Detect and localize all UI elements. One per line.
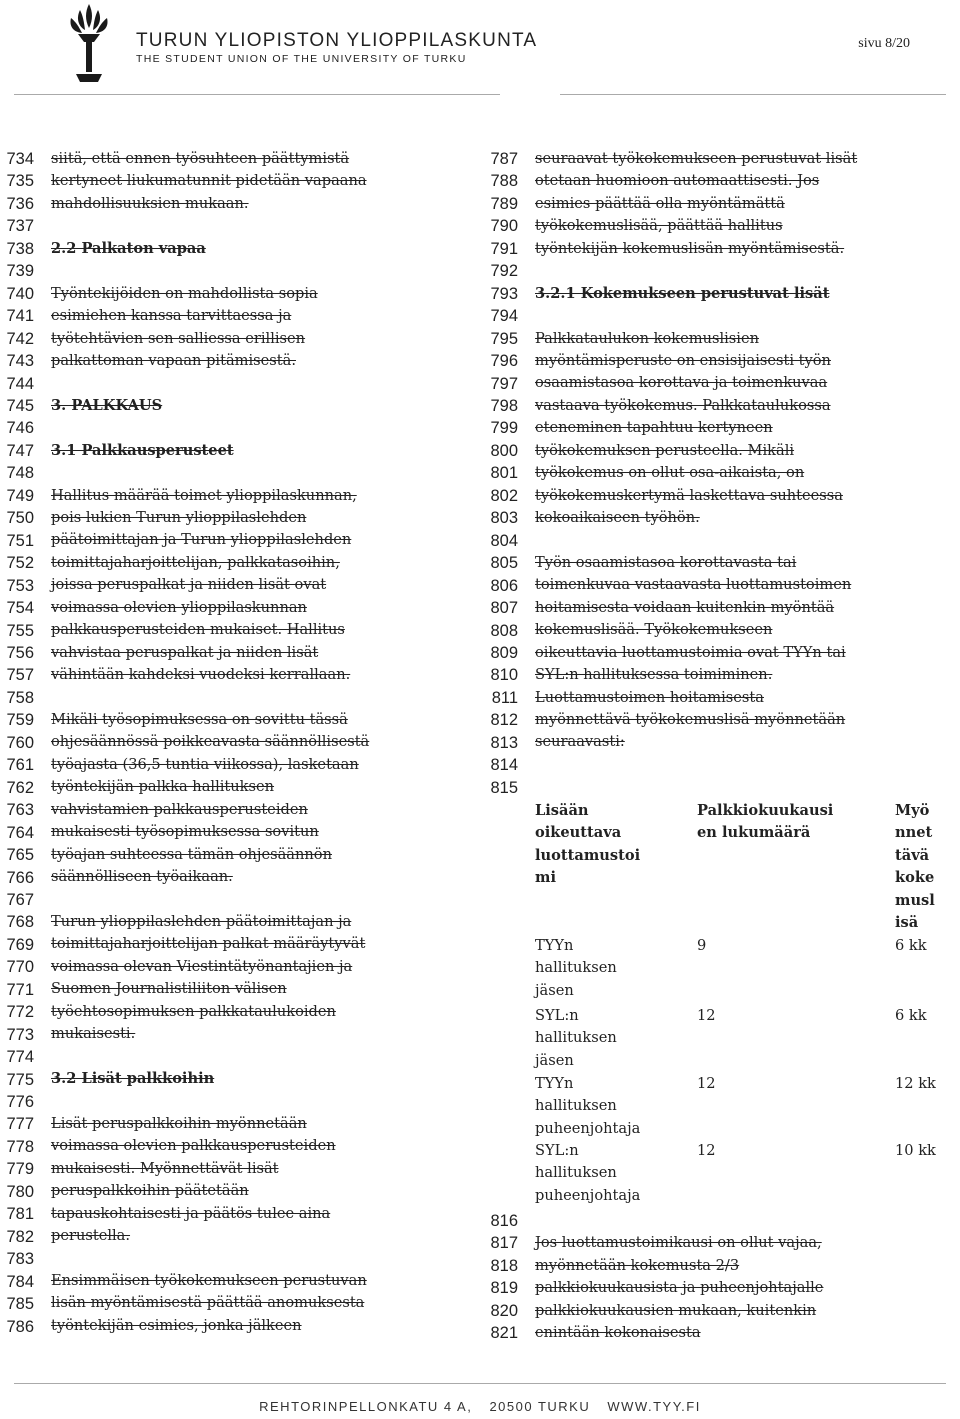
line-number: 787 [490,150,518,168]
line-number: 746 [6,419,34,438]
line-number: 785 [6,1295,34,1314]
text-line: toimittajaharjoittelijan, palkkatasoihin, [51,553,340,571]
text-line [51,462,369,484]
table-cell-months: 12 [697,1142,716,1159]
text-line: työntekijän kokemuslisän myöntämisestä. [535,239,845,257]
text-line: työkokemus on ollut osa-aikaista, on [535,464,805,482]
line-number: 809 [490,643,518,662]
after-table-line-numbers [484,1210,518,1345]
line-number: 790 [490,217,518,236]
text-line: työkokemuskertymä laskettava suhteessa [535,486,843,504]
table-header-line: Lisään [535,802,589,819]
text-line: lisän myöntämisestä päättää anomuksesta [51,1294,365,1312]
line-number: 768 [6,913,34,932]
line-number: 779 [6,1160,34,1179]
text-line [51,687,369,709]
text-line: kokoaikaiseen työhön. [535,509,700,526]
text-line: oikeuttavia luottamustoimia ovat TYYn tai [535,643,846,661]
line-number: 757 [6,666,34,685]
header-divider [14,94,500,95]
line-number: 778 [6,1137,34,1156]
line-number: 784 [6,1272,34,1291]
text-line: esimies päättää olla myöntämättä [535,194,785,212]
line-number: 816 [490,1212,518,1230]
table-cell-role-line: hallituksen [535,1164,617,1182]
text-line: Turun ylioppilaslehden päätoimittajan ja [51,912,352,930]
text-line: työntekijän palkka hallituksen [51,778,275,796]
line-number: 760 [6,733,34,752]
text-line: työkokemuslisää, päättää hallitus [535,217,783,235]
table-cell-role-line: jäsen [535,981,574,999]
line-number: 776 [6,1093,34,1112]
table-cell-role-line: TYYn [535,937,574,954]
line-number: 766 [6,868,34,887]
text-line: vahvistaa peruspalkat ja niiden lisät [51,643,319,661]
line-number: 775 [6,1070,34,1089]
table-header-line: en lukumäärä [697,824,811,842]
text-line: työkokemuksen perusteella. Mikäli [535,441,795,459]
text-line: työntekijän esimies, jonka jälkeen [51,1316,302,1334]
text-line: työajan suhteessa tämän ohjesäännön [51,845,332,863]
table-cell-months: 12 [697,1007,716,1024]
text-line: työehtosopimuksen palkkataulukoiden [51,1002,336,1020]
line-number: 810 [490,666,518,685]
text-line: joissa peruspalkat ja niiden lisät ovat [51,576,327,594]
line-number: 750 [6,509,34,528]
footer-address: REHTORINPELLONKATU 4 A, [259,1399,473,1414]
text-line: osaamistasoa korottava ja toimenkuvaa [535,374,828,392]
line-number: 753 [6,576,34,595]
table-header-line: Palkkiokuukausi [697,802,834,819]
table-header-line: oikeuttava [535,824,622,842]
text-line: perustella. [51,1227,131,1244]
text-line: työajasta (36,5 tuntia viikossa), lasketaan [51,755,359,773]
text-line [51,1046,369,1068]
line-number: 813 [490,733,518,752]
text-line: 2.2 Palkaton vapaa [51,239,206,257]
line-number: 795 [490,329,518,348]
line-number: 773 [6,1025,34,1044]
table-cell-role-line: SYL:n [535,1007,579,1024]
text-line: 3.1 Palkkausperusteet [51,441,234,459]
text-line: mukaisesti työsopimuksessa sovitun [51,823,319,841]
text-line: eteneminen tapahtuu kertyneen [535,419,773,437]
line-number: 752 [6,554,34,573]
line-number: 780 [6,1182,34,1201]
organization-name-en: THE STUDENT UNION OF THE UNIVERSITY OF TURKU [136,53,467,65]
line-number: 743 [6,352,34,371]
line-number: 799 [490,419,518,438]
student-union-logo [54,2,124,86]
text-line: ohjesäännössä poikkeavasta säännöllisestä [51,733,370,751]
text-line: 3. PALKKAUS [51,396,163,414]
line-number: 792 [490,262,518,281]
text-line: Palkkataulukon kokemuslisien [535,329,759,347]
line-number: 777 [6,1115,34,1134]
text-line [535,754,857,776]
left-line-numbers [0,148,34,1338]
line-number: 764 [6,823,34,842]
text-line: pois lukien Turun ylioppilaslehden [51,509,307,526]
text-line: mahdollisuuksien mukaan. [51,194,249,212]
line-number: 759 [6,711,34,730]
table-cell-role-line: jäsen [535,1051,574,1069]
table-cell-role [535,1005,617,1072]
text-line: toimittajaharjoittelijan palkat määräytyvät [51,935,366,953]
table-cell-role [535,1073,640,1140]
after-table-text [535,1210,823,1345]
line-number: 769 [6,935,34,954]
table-cell-role [535,935,617,1002]
text-line: palkkausperusteiden mukaiset. Hallitus [51,621,345,639]
line-number: 741 [6,307,34,326]
line-number: 747 [6,441,34,460]
text-line [535,529,857,551]
text-line: seuraavat työkokemukseen perustuvat lisät [535,150,858,167]
text-line [51,1090,369,1112]
text-line: palkattoman vapaan pitämisestä. [51,351,296,369]
line-number: 745 [6,396,34,415]
text-line [535,1210,823,1232]
table-header-line: musl [895,891,935,909]
organization-name-fi: TURUN YLIOPISTON YLIOPPILASKUNTA [136,30,538,51]
line-number: 817 [490,1234,518,1253]
text-line: voimassa olevien ylioppilaskunnan [51,598,307,616]
table-header-line: mi [535,869,556,887]
line-number: 751 [6,531,34,550]
line-number: 781 [6,1205,34,1224]
line-number: 748 [6,464,34,483]
table-cell-bonus: 6 kk [895,937,927,954]
line-number: 789 [490,194,518,213]
table-cell-role-line: hallituksen [535,959,617,977]
table-header-line: Myö [895,802,930,819]
table-cell-role-line: TYYn [535,1075,574,1092]
line-number: 819 [490,1279,518,1298]
line-number: 796 [490,352,518,371]
line-number: 818 [490,1256,518,1275]
text-line: mukaisesti. Myönnettävät lisät [51,1159,279,1177]
line-number: 767 [6,890,34,909]
line-number: 756 [6,643,34,662]
table-cell-role-line: hallituksen [535,1029,617,1047]
text-line: päätoimittajan ja Turun ylioppilaslehden [51,531,352,549]
line-number: 744 [6,374,34,393]
line-number: 797 [490,374,518,393]
text-line [535,305,857,327]
line-number: 786 [6,1317,34,1336]
line-number: 806 [490,576,518,595]
line-number: 765 [6,846,34,865]
trust-position-table [535,800,955,1212]
table-cell-bonus: 6 kk [895,1007,927,1024]
text-line: palkkiokuukausista ja puheenjohtajalle [535,1279,824,1297]
table-cell-role-line: SYL:n [535,1142,579,1159]
text-line: 3.2.1 Kokemukseen perustuvat lisät [535,284,830,302]
table-cell-role-line: puheenjohtaja [535,1119,641,1137]
page-number: sivu 8/20 [858,36,910,51]
text-line: hoitamisesta voidaan kuitenkin myöntää [535,598,835,616]
text-line: voimassa olevien palkkausperusteiden [51,1137,336,1155]
footer-web: WWW.TYY.FI [607,1399,701,1414]
table-header [895,800,935,935]
text-line: Ensimmäisen työkokemukseen perustuvan [51,1271,367,1289]
text-line: 3.2 Lisät palkkoihin [51,1069,215,1087]
line-number: 802 [490,486,518,505]
text-line: palkkiokuukausien mukaan, kuitenkin [535,1301,817,1319]
table-cell-role-line: hallituksen [535,1097,617,1115]
line-number: 812 [490,711,518,730]
text-line: vastaava työkokemus. Palkkataulukossa [535,396,831,414]
line-number: 788 [490,172,518,191]
line-number: 772 [6,1003,34,1022]
text-line: vähintään kahdeksi vuodeksi kerrallaan. [51,666,351,684]
text-line: mukaisesti. [51,1025,136,1043]
line-number: 736 [6,194,34,213]
line-number: 783 [6,1250,34,1269]
line-number: 805 [490,554,518,573]
table-cell-months: 12 [697,1075,716,1092]
line-number: 800 [490,441,518,460]
text-line: esimiehen kanssa tarvittaessa ja [51,307,292,325]
line-number: 738 [6,239,34,258]
table-cell-bonus: 10 kk [895,1142,936,1159]
text-line: myönnetään kokemusta 2/3 [535,1256,740,1274]
header-divider-right [560,94,946,95]
text-line: Työn osaamistasoa korottavasta tai [535,553,797,571]
text-line: Työntekijöiden on mahdollista sopia [51,284,318,302]
line-number: 803 [490,509,518,528]
line-number: 771 [6,980,34,999]
line-number: 758 [6,688,34,707]
line-number: 815 [490,778,518,797]
text-line: tapauskohtaisesti ja päätös tulee aina [51,1204,331,1222]
table-header-line: nnet [895,824,933,842]
line-number: 742 [6,329,34,348]
line-number: 763 [6,801,34,820]
text-line: peruspalkkoihin päätetään [51,1182,249,1200]
table-header-line: isä [895,914,919,932]
line-number: 804 [490,531,518,550]
text-line [535,260,857,282]
line-number: 761 [6,756,34,775]
table-cell-months: 9 [697,937,707,954]
line-number: 793 [490,284,518,303]
footer-postal: 20500 TURKU [489,1399,591,1414]
text-line: toimenkuvaa vastaavasta luottamustoimen [535,576,852,594]
text-line: Jos luottamustoimikausi on ollut vajaa, [535,1234,822,1252]
text-line: enintään kokonaisesta [535,1324,701,1342]
right-line-numbers [484,148,518,799]
line-number: 737 [6,217,34,236]
text-line: myönnettävä työkokemuslisä myönnetään [535,710,846,728]
text-line: Mikäli työsopimuksessa on sovittu tässä [51,710,348,728]
table-header-line: koke [895,869,935,887]
text-line [51,372,369,394]
line-number: 821 [490,1324,518,1343]
table-header [697,800,833,845]
line-number: 801 [490,464,518,483]
text-line: otetaan huomioon automaattisesti. Jos [535,172,820,190]
table-header-line: luottamustoi [535,846,641,864]
organization-name [136,30,537,66]
text-line: vahvistamien palkkausperusteiden [51,800,308,818]
text-line: siitä, että ennen työsuhteen päättymistä [51,150,350,167]
text-line [51,215,369,237]
line-number: 770 [6,958,34,977]
line-number: 814 [490,756,518,775]
table-header [535,800,640,890]
line-number: 798 [490,396,518,415]
line-number: 735 [6,172,34,191]
text-line: Luottamustoimen hoitamisesta [535,688,764,706]
text-line [51,260,369,282]
text-line: kertyneet liukumatunnit pidetään vapaana [51,172,367,190]
table-cell-role-line: puheenjohtaja [535,1186,641,1204]
line-number: 749 [6,486,34,505]
footer-divider [14,1383,946,1384]
line-number: 811 [491,688,518,707]
footer [0,1399,960,1414]
text-line [535,776,857,798]
line-number: 774 [6,1048,34,1067]
text-line: työtehtävien sen salliessa erillisen [51,329,306,347]
text-line: voimassa olevan Viestintätyönantajien ja [51,957,353,975]
text-line: Lisät peruspalkkoihin myönnetään [51,1114,307,1132]
text-line: Suomen Journalistiliiton välisen [51,980,287,998]
line-number: 754 [6,599,34,618]
text-line: myöntämisperuste on ensisijaisesti työn [535,351,831,369]
line-number: 791 [490,239,518,258]
line-number: 762 [6,778,34,797]
text-line [51,888,369,910]
text-line [51,417,369,439]
line-number: 794 [490,307,518,326]
table-cell-bonus: 12 kk [895,1075,936,1092]
table-cell-role [535,1140,640,1207]
table-header-line: tävä [895,846,930,864]
line-number: 808 [490,621,518,640]
text-line: seuraavasti: [535,733,625,751]
line-number: 820 [490,1301,518,1320]
line-number: 807 [490,599,518,618]
text-line [51,1247,369,1269]
line-number: 740 [6,284,34,303]
left-column-text [51,148,369,1337]
text-line: kokemuslisää. Työkokemukseen [535,621,773,639]
line-number: 782 [6,1227,34,1246]
text-line: SYL:n hallituksessa toimiminen. [535,666,773,684]
line-number: 739 [6,262,34,281]
text-line: Hallitus määrää toimet ylioppilaskunnan, [51,486,357,504]
text-line: säännölliseen työaikaan. [51,868,233,885]
line-number: 734 [6,150,34,168]
right-column-text [535,148,857,799]
line-number: 755 [6,621,34,640]
